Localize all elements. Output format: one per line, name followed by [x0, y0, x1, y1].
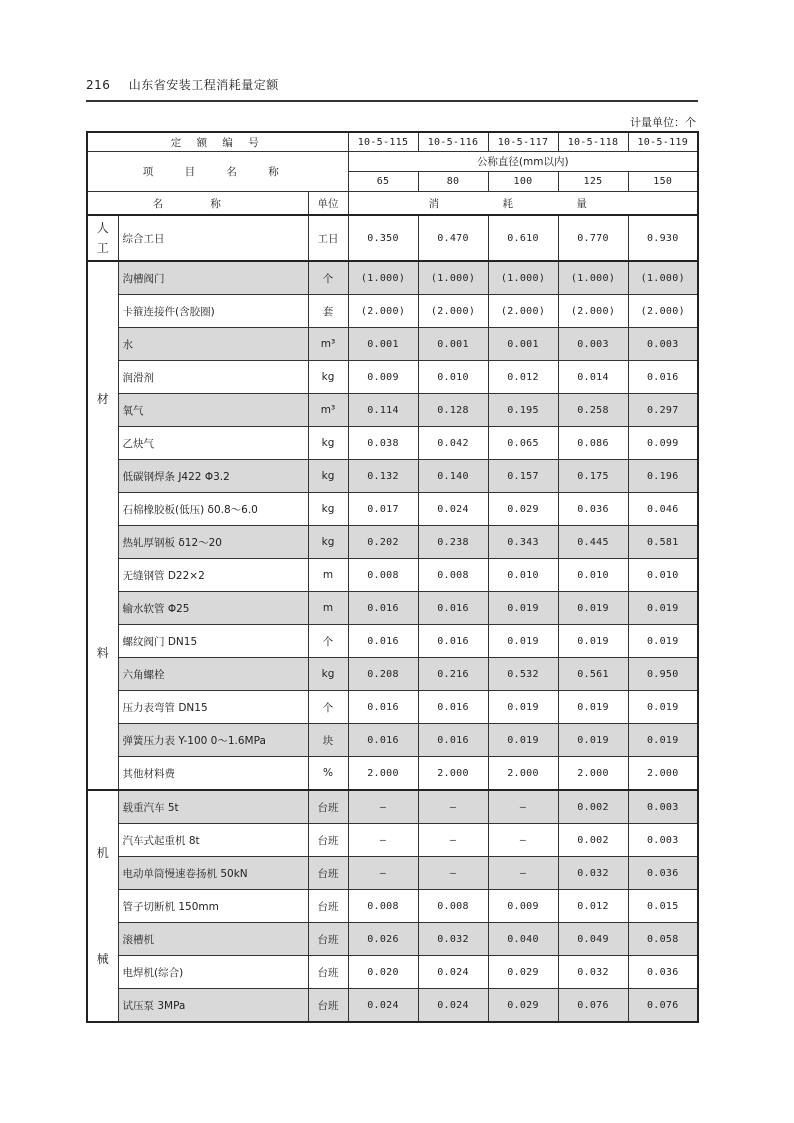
item-value: — [488, 857, 558, 890]
item-value: 0.014 [558, 361, 628, 394]
item-value: 0.032 [558, 956, 628, 989]
category-cell [87, 215, 118, 261]
item-value: — [348, 824, 418, 857]
category-char: 人 [96, 221, 109, 235]
item-value: 0.024 [418, 493, 488, 526]
item-value: — [418, 824, 488, 857]
item-value: 0.015 [628, 890, 698, 923]
item-value: (2.000) [418, 295, 488, 328]
item-value: 2.000 [348, 757, 418, 791]
item-value: 0.196 [628, 460, 698, 493]
unit-note: 计量单位：个 [630, 116, 696, 129]
item-value: (2.000) [558, 295, 628, 328]
item-value: 0.016 [348, 592, 418, 625]
item-unit: 台班 [308, 790, 348, 824]
item-value: 0.026 [348, 923, 418, 956]
item-value: 0.029 [488, 989, 558, 1023]
table-row [87, 658, 698, 691]
item-name: 滚槽机 [118, 923, 308, 956]
table-row [87, 790, 698, 824]
item-value: 0.019 [488, 691, 558, 724]
quota-code: 10-5-117 [488, 132, 558, 152]
item-value: 0.019 [628, 691, 698, 724]
item-value: 0.128 [418, 394, 488, 427]
category-char: 械 [96, 951, 109, 966]
item-value: 0.099 [628, 427, 698, 460]
item-value: 0.532 [488, 658, 558, 691]
item-value: 2.000 [418, 757, 488, 791]
item-value: 0.065 [488, 427, 558, 460]
item-unit: 台班 [308, 923, 348, 956]
item-unit: kg [308, 361, 348, 394]
item-unit: m [308, 559, 348, 592]
item-value: 0.195 [488, 394, 558, 427]
header-rule [86, 100, 698, 102]
item-value: (1.000) [348, 261, 418, 295]
item-value: 0.010 [488, 559, 558, 592]
item-value: 0.009 [348, 361, 418, 394]
item-value: 0.008 [348, 559, 418, 592]
table-row [87, 295, 698, 328]
col-unit-header: 单位 [308, 192, 348, 216]
table-row [87, 261, 698, 295]
item-value: 0.019 [558, 592, 628, 625]
item-value: 0.470 [418, 215, 488, 261]
item-value: 0.016 [418, 625, 488, 658]
item-value: (1.000) [488, 261, 558, 295]
item-value: 0.950 [628, 658, 698, 691]
item-unit: 个 [308, 625, 348, 658]
item-value: 0.019 [628, 724, 698, 757]
item-value: 0.016 [348, 691, 418, 724]
item-value: 0.016 [348, 724, 418, 757]
item-value: (1.000) [628, 261, 698, 295]
item-value: 0.019 [558, 691, 628, 724]
item-value: 0.038 [348, 427, 418, 460]
item-value: 0.003 [628, 790, 698, 824]
param-value: 65 [348, 172, 418, 192]
item-name: 水 [118, 328, 308, 361]
col-name-header: 名 称 [87, 192, 308, 216]
item-value: 0.046 [628, 493, 698, 526]
item-value: — [418, 857, 488, 890]
quota-code: 10-5-115 [348, 132, 418, 152]
table-row [87, 427, 698, 460]
category-char: 工 [96, 241, 109, 255]
table-row [87, 824, 698, 857]
item-value: 0.016 [418, 592, 488, 625]
item-unit: 台班 [308, 824, 348, 857]
item-unit: 台班 [308, 857, 348, 890]
item-name: 汽车式起重机 8t [118, 824, 308, 857]
table-row [87, 328, 698, 361]
item-value: 0.020 [348, 956, 418, 989]
item-value: — [488, 824, 558, 857]
item-value: 0.049 [558, 923, 628, 956]
item-value: 0.019 [558, 625, 628, 658]
item-value: 0.561 [558, 658, 628, 691]
item-name: 电焊机(综合) [118, 956, 308, 989]
table-row [87, 493, 698, 526]
table-row [87, 857, 698, 890]
item-value: 0.008 [418, 890, 488, 923]
item-unit: m³ [308, 394, 348, 427]
item-value: 0.001 [488, 328, 558, 361]
category-char: 料 [96, 645, 109, 660]
item-value: 0.076 [558, 989, 628, 1023]
item-name: 石棉橡胶板(低压) δ0.8～6.0 [118, 493, 308, 526]
item-value: 0.445 [558, 526, 628, 559]
item-value: 0.017 [348, 493, 418, 526]
param-label: 公称直径(mm以内) [348, 152, 698, 172]
item-value: 0.002 [558, 824, 628, 857]
item-value: 0.009 [488, 890, 558, 923]
table-row [87, 691, 698, 724]
item-unit: 块 [308, 724, 348, 757]
item-value: 0.076 [628, 989, 698, 1023]
item-value: 0.019 [488, 625, 558, 658]
item-value: 0.012 [488, 361, 558, 394]
table-row [87, 361, 698, 394]
item-name: 氧气 [118, 394, 308, 427]
item-value: 0.343 [488, 526, 558, 559]
table-row [87, 724, 698, 757]
item-name-label: 项 目 名 称 [87, 152, 348, 192]
item-value: 0.003 [628, 824, 698, 857]
item-unit: 工日 [308, 215, 348, 261]
item-value: 0.001 [418, 328, 488, 361]
item-name: 润滑剂 [118, 361, 308, 394]
item-value: 0.002 [558, 790, 628, 824]
item-unit: kg [308, 526, 348, 559]
quota-code: 10-5-119 [628, 132, 698, 152]
item-value: 0.930 [628, 215, 698, 261]
item-value: 0.258 [558, 394, 628, 427]
page-number: 216 [86, 78, 111, 92]
item-value: 0.157 [488, 460, 558, 493]
item-value: 0.019 [558, 724, 628, 757]
item-name: 卡箍连接件(含胶圈) [118, 295, 308, 328]
item-unit: kg [308, 460, 348, 493]
table-row [87, 592, 698, 625]
item-value: 0.297 [628, 394, 698, 427]
table-row [87, 215, 698, 261]
item-name: 试压泵 3MPa [118, 989, 308, 1023]
item-value: (1.000) [418, 261, 488, 295]
table-row [87, 559, 698, 592]
table-row [87, 757, 698, 791]
item-value: 0.036 [628, 956, 698, 989]
item-value: 0.016 [418, 724, 488, 757]
item-unit: 个 [308, 261, 348, 295]
item-name: 无缝钢管 D22×2 [118, 559, 308, 592]
item-value: 0.175 [558, 460, 628, 493]
item-name: 其他材料费 [118, 757, 308, 791]
item-value: 0.581 [628, 526, 698, 559]
item-value: 0.012 [558, 890, 628, 923]
item-value: (2.000) [628, 295, 698, 328]
item-value: 0.019 [628, 625, 698, 658]
quota-code: 10-5-118 [558, 132, 628, 152]
item-value: 0.114 [348, 394, 418, 427]
table-row [87, 625, 698, 658]
item-unit: m³ [308, 328, 348, 361]
item-unit: m [308, 592, 348, 625]
table-row [87, 394, 698, 427]
item-value: (2.000) [348, 295, 418, 328]
item-name: 乙炔气 [118, 427, 308, 460]
item-value: 0.032 [558, 857, 628, 890]
item-value: 0.238 [418, 526, 488, 559]
item-unit: 台班 [308, 890, 348, 923]
book-title: 山东省安装工程消耗量定额 [128, 78, 279, 92]
item-name: 载重汽车 5t [118, 790, 308, 824]
item-value: 0.019 [628, 592, 698, 625]
item-value: 0.086 [558, 427, 628, 460]
param-value: 150 [628, 172, 698, 192]
item-value: 0.024 [348, 989, 418, 1023]
table-row [87, 460, 698, 493]
item-value: (1.000) [558, 261, 628, 295]
item-value: 0.016 [418, 691, 488, 724]
item-value: 0.029 [488, 493, 558, 526]
item-value: 0.132 [348, 460, 418, 493]
item-unit: % [308, 757, 348, 791]
col-consumption-header: 消 耗 量 [348, 192, 698, 216]
item-name: 电动单筒慢速卷扬机 50kN [118, 857, 308, 890]
category-cell [87, 790, 118, 1022]
item-name: 综合工日 [118, 215, 308, 261]
item-value: 0.058 [628, 923, 698, 956]
item-value: 0.216 [418, 658, 488, 691]
category-cell [87, 261, 118, 790]
item-value: 0.019 [488, 724, 558, 757]
item-name: 热轧厚钢板 δ12～20 [118, 526, 308, 559]
item-value: 0.003 [628, 328, 698, 361]
item-value: 2.000 [628, 757, 698, 791]
item-value: 0.016 [348, 625, 418, 658]
item-value: 0.024 [418, 956, 488, 989]
item-name: 管子切断机 150mm [118, 890, 308, 923]
item-value: 0.040 [488, 923, 558, 956]
item-value: (2.000) [488, 295, 558, 328]
item-name: 压力表弯管 DN15 [118, 691, 308, 724]
param-value: 100 [488, 172, 558, 192]
item-unit: kg [308, 658, 348, 691]
item-value: 0.032 [418, 923, 488, 956]
item-value: — [418, 790, 488, 824]
item-unit: 套 [308, 295, 348, 328]
item-value: 0.610 [488, 215, 558, 261]
item-value: 0.350 [348, 215, 418, 261]
item-value: — [348, 857, 418, 890]
item-value: — [488, 790, 558, 824]
item-name: 低碳钢焊条 J422 Φ3.2 [118, 460, 308, 493]
item-name: 弹簧压力表 Y-100 0～1.6MPa [118, 724, 308, 757]
table-row [87, 989, 698, 1023]
item-value: — [348, 790, 418, 824]
table-row [87, 923, 698, 956]
item-value: 0.008 [348, 890, 418, 923]
item-value: 0.019 [488, 592, 558, 625]
page-header [86, 76, 279, 93]
item-value: 0.029 [488, 956, 558, 989]
param-value: 80 [418, 172, 488, 192]
item-value: 0.016 [628, 361, 698, 394]
param-value: 125 [558, 172, 628, 192]
item-value: 0.010 [558, 559, 628, 592]
item-name: 沟槽阀门 [118, 261, 308, 295]
item-value: 0.202 [348, 526, 418, 559]
item-value: 0.042 [418, 427, 488, 460]
table-row [87, 526, 698, 559]
item-value: 0.010 [628, 559, 698, 592]
item-value: 0.001 [348, 328, 418, 361]
item-value: 0.770 [558, 215, 628, 261]
item-value: 0.010 [418, 361, 488, 394]
item-name: 螺纹阀门 DN15 [118, 625, 308, 658]
item-value: 2.000 [488, 757, 558, 791]
category-char: 机 [96, 846, 109, 861]
table-row [87, 956, 698, 989]
item-unit: kg [308, 493, 348, 526]
item-unit: kg [308, 427, 348, 460]
item-name: 输水软管 Φ25 [118, 592, 308, 625]
quota-code-label: 定 额 编 号 [87, 132, 348, 152]
quota-code: 10-5-116 [418, 132, 488, 152]
item-value: 2.000 [558, 757, 628, 791]
quota-table [86, 131, 699, 1023]
item-name: 六角螺栓 [118, 658, 308, 691]
item-value: 0.036 [628, 857, 698, 890]
item-value: 0.140 [418, 460, 488, 493]
item-unit: 台班 [308, 956, 348, 989]
item-value: 0.208 [348, 658, 418, 691]
item-value: 0.008 [418, 559, 488, 592]
item-unit: 个 [308, 691, 348, 724]
item-value: 0.024 [418, 989, 488, 1023]
item-unit: 台班 [308, 989, 348, 1023]
item-value: 0.003 [558, 328, 628, 361]
item-value: 0.036 [558, 493, 628, 526]
table-row [87, 890, 698, 923]
category-char: 材 [96, 391, 109, 406]
